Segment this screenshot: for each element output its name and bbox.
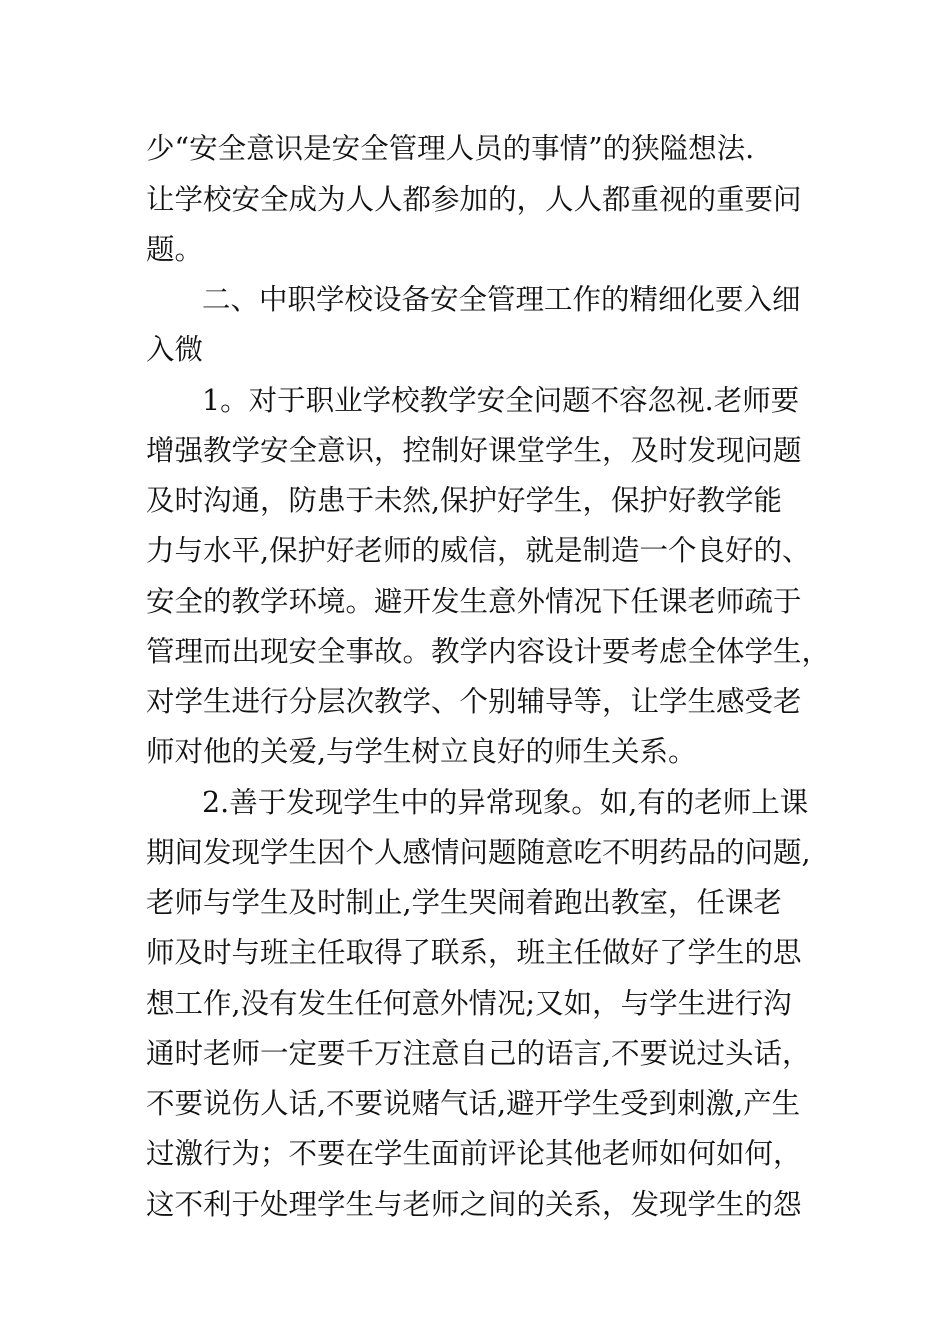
text-line-1: 少“安全意识是安全管理人员的事情”的狭隘想法. [146, 132, 755, 165]
paragraph-1-line-1: 1。对于职业学校教学安全问题不容忽视.老师要 [202, 384, 800, 417]
section-heading-line-1: 二、中职学校设备安全管理工作的精细化要入细 [202, 283, 801, 316]
section-heading-line-2: 入微 [146, 333, 204, 366]
paragraph-1-line-3: 及时沟通，防患于未然,保护好学生，保护好教学能 [146, 484, 783, 517]
paragraph-2-line-5: 想工作,没有发生任何意外情况;又如，与学生进行沟 [146, 987, 792, 1020]
paragraph-1-line-5: 安全的教学环境。避开发生意外情况下任课老师疏于 [146, 585, 802, 618]
paragraph-2-line-7: 不要说伤人话,不要说赌气话,避开学生受到刺激,产生 [146, 1087, 801, 1120]
paragraph-2-line-9: 这不利于处理学生与老师之间的关系，发现学生的怨 [146, 1188, 802, 1221]
paragraph-1-line-8: 师对他的关爱,与学生树立良好的师生关系。 [146, 735, 697, 768]
paragraph-2-line-1: 2.善于发现学生中的异常现象。如,有的老师上课 [202, 786, 809, 819]
paragraph-1-line-4: 力与水平,保护好老师的威信，就是制造一个良好的、 [146, 534, 811, 567]
paragraph-1-line-6: 管理而出现安全事故。教学内容设计要考虑全体学生， [146, 635, 831, 668]
paragraph-2-line-8: 过激行为；不要在学生面前评论其他老师如何如何， [146, 1137, 802, 1170]
paragraph-2-line-4: 师及时与班主任取得了联系，班主任做好了学生的思 [146, 936, 802, 969]
text-line-3: 题。 [146, 233, 204, 266]
paragraph-1-line-2: 增强教学安全意识，控制好课堂学生，及时发现问题 [146, 434, 802, 467]
paragraph-2-line-6: 通时老师一定要千万注意自己的语言,不要说过头话， [146, 1037, 811, 1070]
paragraph-2-line-3: 老师与学生及时制止,学生哭闹着跑出教室，任课老 [146, 886, 783, 919]
paragraph-1-line-7: 对学生进行分层次教学、个别辅导等，让学生感受老 [146, 685, 802, 718]
paragraph-2-line-2: 期间发现学生因个人感情问题随意吃不明药品的问题, [146, 836, 811, 869]
text-line-2: 让学校安全成为人人都参加的，人人都重视的重要问 [146, 183, 802, 216]
